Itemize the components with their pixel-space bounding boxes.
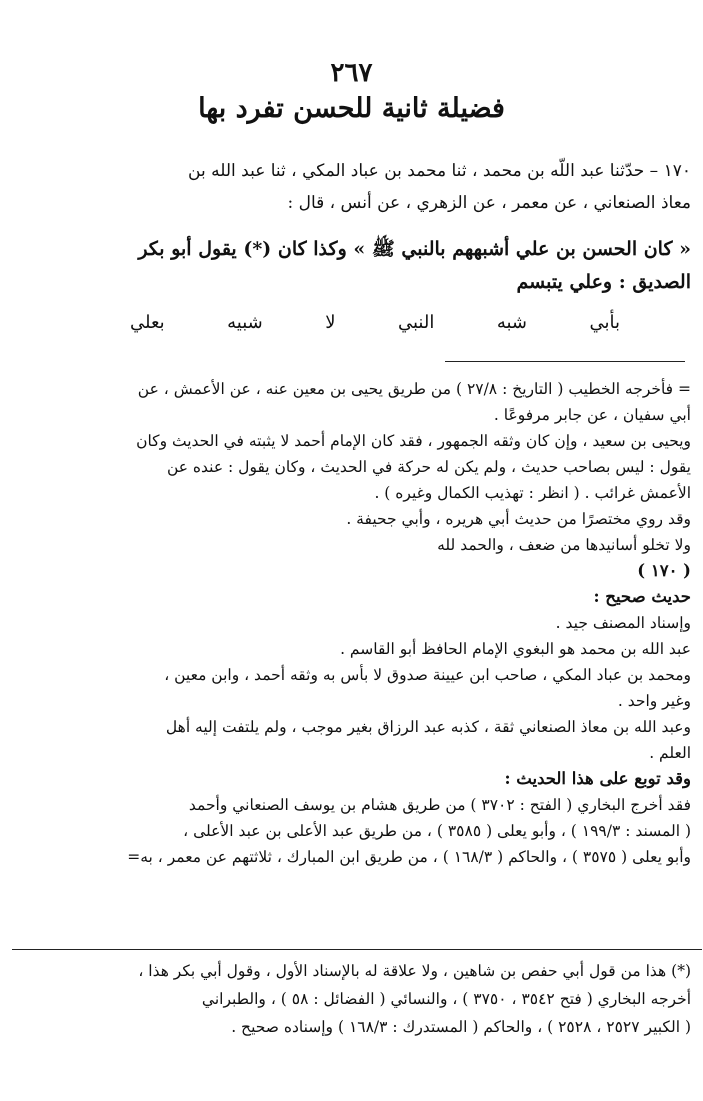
isnad-line: ١٧٠ – حدّثنا عبد اللّه بن محمد ، ثنا محمد بن عباد المكي ، ثنا عبد الله بن: [188, 161, 691, 181]
footnote-line: ويحيى بن سعيد ، وإن كان وثقه الجمهور ، فقد كان الإمام أحمد لا يثبته في الحديث وكان: [136, 432, 691, 450]
bottom-note-line: (*) هذا من قول أبي حفص بن شاهين ، ولا علاقة له بالإسناد الأول ، وقول أبي بكر هذا ،: [138, 962, 691, 980]
footnote-line: وقد روي مختصرًا من حديث أبي هريره ، وأبي جحيفة .: [346, 510, 691, 528]
matn-line: « كان الحسن بن علي أشبههم بالنبي ﷺ » وكذا كان (*) يقول أبو بكر: [138, 238, 691, 260]
footnote-line: عبد الله بن محمد هو البغوي الإمام الحافظ أبو القاسم .: [340, 640, 691, 658]
bottom-note-line: أخرجه البخاري ( فتح ٣٥٤٢ ، ٣٧٥٠ ) ، والنسائي ( الفضائل : ٥٨ ) ، والطبراني: [201, 990, 691, 1008]
poem-word: النبي: [397, 312, 435, 333]
poem-word: بأبي: [589, 312, 620, 333]
footnote-line: ( المسند : ١٩٩/٣ ) ، وأبو يعلى ( ٣٥٨٥ ) ، من طريق عبد الأعلى بن عبد الأعلى ،: [183, 822, 691, 840]
footnote-line: ولا تخلو أسانيدها من ضعف ، والحمد لله: [437, 536, 691, 554]
poem-line: [130, 312, 620, 333]
poem-word: شبيه: [227, 312, 263, 333]
bottom-separator: [12, 949, 702, 950]
footnote-line: أبي سفيان ، عن جابر مرفوعًا .: [493, 406, 691, 424]
footnote-number: ( ١٧٠ ): [637, 561, 691, 580]
footnote-line: يقول : ليس بصاحب حديث ، ولم يكن له حركة في الحديث ، وكان يقول : عنده عن: [166, 458, 691, 476]
footnote-line: وغير واحد .: [617, 692, 691, 710]
hadith-matn: [74, 233, 691, 299]
footnote-heading: حديث صحيح :: [593, 587, 691, 606]
poem-word: بعلي: [130, 312, 165, 333]
footnote-separator: [445, 361, 685, 362]
footnote-line: وإسناد المصنف جيد .: [555, 614, 691, 632]
footnote-line: فقد أخرج البخاري ( الفتح : ٣٧٠٢ ) من طريق هشام بن يوسف الصنعاني وأحمد: [188, 796, 691, 814]
footnote-line: العلم .: [649, 744, 691, 762]
isnad-line: معاذ الصنعاني ، عن معمر ، عن الزهري ، عن أنس ، قال :: [287, 193, 691, 213]
poem-word: شبه: [496, 312, 527, 333]
hadith-isnad: [74, 155, 691, 219]
footnote-heading: وقد توبع على هذا الحديث :: [504, 769, 691, 788]
matn-line: الصديق : وعلي يتبسم: [516, 271, 691, 293]
footnote-line: ومحمد بن عباد المكي ، صاحب ابن عيينة صدوق لا بأس به وثقه أحمد ، وابن معين ،: [164, 666, 691, 684]
footnote-line: وأبو يعلى ( ٣٥٧٥ ) ، والحاكم ( ١٦٨/٣ ) ، من طريق ابن المبارك ، ثلاثتهم عن معمر ، به=: [127, 848, 691, 866]
footnote-line: الأعمش غرائب . ( انظر : تهذيب الكمال وغيره ) .: [374, 484, 691, 502]
page-number: ٢٦٧: [330, 58, 373, 88]
poem-word: لا: [325, 312, 336, 333]
footnote-line: = فأخرجه الخطيب ( التاريخ : ٢٧/٨ ) من طريق يحيى بن معين عنه ، عن الأعمش ، عن: [137, 380, 691, 398]
bottom-note-line: ( الكبير ٢٥٢٧ ، ٢٥٢٨ ) ، والحاكم ( المستدرك : ١٦٨/٣ ) وإسناده صحيح .: [231, 1018, 691, 1036]
page-title: فضيلة ثانية للحسن تفرد بها: [198, 93, 505, 124]
footnotes: [74, 376, 691, 870]
footnote-line: وعبد الله بن معاذ الصنعاني ثقة ، كذبه عبد الرزاق بغير موجب ، ولم يلتفت إليه أهل: [165, 718, 691, 736]
bottom-note: [74, 957, 691, 1041]
